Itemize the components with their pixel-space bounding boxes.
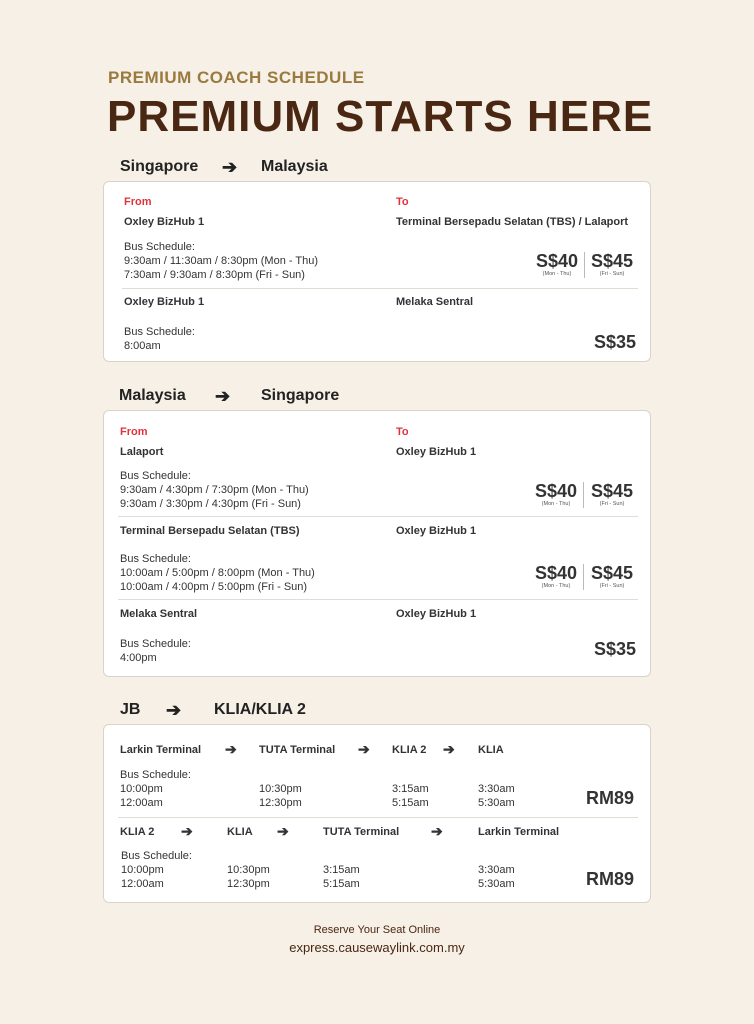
from-label: From xyxy=(124,196,152,208)
destination-country: Malaysia xyxy=(261,158,328,175)
time: 12:30pm xyxy=(259,797,302,809)
route-stop: Larkin Terminal xyxy=(120,744,202,756)
bus-schedule xyxy=(120,469,309,511)
origin-stop: Melaka Sentral xyxy=(120,608,198,620)
schedule-weekend: 10:00am / 4:00pm / 5:00pm (Fri - Sun) xyxy=(120,581,308,593)
bus-schedule xyxy=(124,240,318,282)
schedule-weekday: 10:00am / 5:00pm / 8:00pm (Mon - Thu) xyxy=(120,567,315,579)
row-divider xyxy=(118,516,638,517)
route-stop: TUTA Terminal xyxy=(259,744,336,756)
destination-stop: Melaka Sentral xyxy=(396,296,474,308)
route-card-sg-my xyxy=(103,181,651,362)
schedule-label: Bus Schedule: xyxy=(124,241,195,253)
time: 5:15am xyxy=(323,878,360,890)
price-weekday: S$40 xyxy=(535,251,579,271)
time: 12:00am xyxy=(121,878,164,890)
time: 12:30pm xyxy=(227,878,270,890)
origin-country: Singapore xyxy=(120,158,199,175)
stop-times xyxy=(120,782,163,810)
schedule-label: Bus Schedule: xyxy=(124,326,195,338)
stop-times xyxy=(121,863,164,891)
right-arrow-icon: ➔ xyxy=(181,823,193,839)
schedule-label: Bus Schedule: xyxy=(120,638,191,650)
schedule-label: Bus Schedule: xyxy=(120,470,191,482)
schedule-label: Bus Schedule: xyxy=(120,553,191,565)
destination-stop: Oxley BizHub 1 xyxy=(396,525,477,537)
route-stop: KLIA 2 xyxy=(120,826,155,838)
schedule-label: Bus Schedule: xyxy=(120,769,191,781)
origin-place: JB xyxy=(120,701,141,718)
right-arrow-icon: ➔ xyxy=(215,386,231,406)
time: 5:30am xyxy=(478,797,515,809)
price-weekend: S$45 xyxy=(590,563,634,583)
right-arrow-icon: ➔ xyxy=(358,741,370,757)
time: 12:00am xyxy=(120,797,163,809)
right-arrow-icon: ➔ xyxy=(277,823,289,839)
time: 5:30am xyxy=(478,878,515,890)
page-title: PREMIUM STARTS HERE xyxy=(107,92,654,141)
price-separator xyxy=(583,564,584,590)
bus-schedule xyxy=(124,325,195,353)
right-arrow-icon: ➔ xyxy=(431,823,443,839)
right-arrow-icon: ➔ xyxy=(166,700,182,720)
stop-times xyxy=(392,782,429,810)
price-weekday-note: (Mon - Thu) xyxy=(541,501,571,507)
destination-stop: Oxley BizHub 1 xyxy=(396,446,477,458)
price-weekday: S$40 xyxy=(534,481,578,501)
from-label: From xyxy=(120,426,148,438)
schedule-weekend: 9:30am / 3:30pm / 4:30pm (Fri - Sun) xyxy=(120,498,301,510)
reserve-text: Reserve Your Seat Online xyxy=(313,924,441,936)
time: 10:30pm xyxy=(227,864,270,876)
section-heading-sg-my xyxy=(120,158,198,176)
stop-times xyxy=(478,863,515,891)
price-separator xyxy=(584,252,585,278)
origin-stop: Terminal Bersepadu Selatan (TBS) xyxy=(120,525,300,537)
destination-country: Singapore xyxy=(261,387,340,404)
row-divider xyxy=(118,817,638,818)
destination-place: KLIA/KLIA 2 xyxy=(214,701,306,718)
time: 10:30pm xyxy=(259,783,302,795)
price-weekend-note: (Fri - Sun) xyxy=(599,501,625,507)
time: 3:15am xyxy=(323,864,360,876)
time: 10:00pm xyxy=(121,864,164,876)
route-stop: KLIA xyxy=(227,826,253,838)
booking-url-link[interactable]: express.causewaylink.com.my xyxy=(289,940,465,955)
bus-schedule xyxy=(120,637,191,665)
origin-stop: Oxley BizHub 1 xyxy=(124,216,205,228)
route-stop: Larkin Terminal xyxy=(478,826,560,838)
schedule-weekday: 9:30am / 11:30am / 8:30pm (Mon - Thu) xyxy=(124,255,319,267)
route-card-my-sg xyxy=(103,410,651,677)
stop-times xyxy=(478,782,515,810)
price-weekend-note: (Fri - Sun) xyxy=(599,271,625,277)
row-divider xyxy=(122,288,638,289)
route-stop: KLIA xyxy=(478,744,504,756)
schedule-weekend: 7:30am / 9:30am / 8:30pm (Fri - Sun) xyxy=(124,269,305,281)
price-weekend-note: (Fri - Sun) xyxy=(599,583,625,589)
origin-country: Malaysia xyxy=(119,387,186,404)
route-stop: KLIA 2 xyxy=(392,744,427,756)
time: 3:15am xyxy=(392,783,429,795)
to-label: To xyxy=(396,426,409,438)
right-arrow-icon: ➔ xyxy=(225,741,237,757)
bus-schedule xyxy=(120,552,315,594)
price: S$35 xyxy=(593,639,636,659)
price-separator xyxy=(583,482,584,508)
schedule-label: Bus Schedule: xyxy=(121,850,192,862)
stop-times xyxy=(227,863,270,891)
schedule-times: 8:00am xyxy=(124,340,161,352)
route-stop: TUTA Terminal xyxy=(323,826,400,838)
schedule-times: 4:00pm xyxy=(120,652,157,664)
destination-stop: Oxley BizHub 1 xyxy=(396,608,477,620)
time: 5:15am xyxy=(392,797,429,809)
row-divider xyxy=(118,599,638,600)
price-weekend: S$45 xyxy=(590,251,634,271)
destination-stop: Terminal Bersepadu Selatan (TBS) / Lalaport xyxy=(396,216,629,228)
stop-times xyxy=(259,782,302,810)
price: RM89 xyxy=(585,869,634,889)
price-weekday: S$40 xyxy=(534,563,578,583)
schedule-weekday: 9:30am / 4:30pm / 7:30pm (Mon - Thu) xyxy=(120,484,309,496)
price: RM89 xyxy=(585,788,634,808)
origin-stop: Lalaport xyxy=(120,446,164,458)
price-weekend: S$45 xyxy=(590,481,634,501)
price-weekday-note: (Mon - Thu) xyxy=(542,271,572,277)
to-label: To xyxy=(396,196,409,208)
right-arrow-icon: ➔ xyxy=(443,741,455,757)
price: S$35 xyxy=(593,332,636,352)
page-kicker: PREMIUM COACH SCHEDULE xyxy=(108,68,365,87)
time: 3:30am xyxy=(478,783,515,795)
right-arrow-icon: ➔ xyxy=(222,157,238,177)
time: 10:00pm xyxy=(120,783,163,795)
stop-times xyxy=(323,863,360,891)
origin-stop: Oxley BizHub 1 xyxy=(124,296,205,308)
route-card-jb-klia xyxy=(103,724,651,903)
price-weekday-note: (Mon - Thu) xyxy=(541,583,571,589)
time: 3:30am xyxy=(478,864,515,876)
